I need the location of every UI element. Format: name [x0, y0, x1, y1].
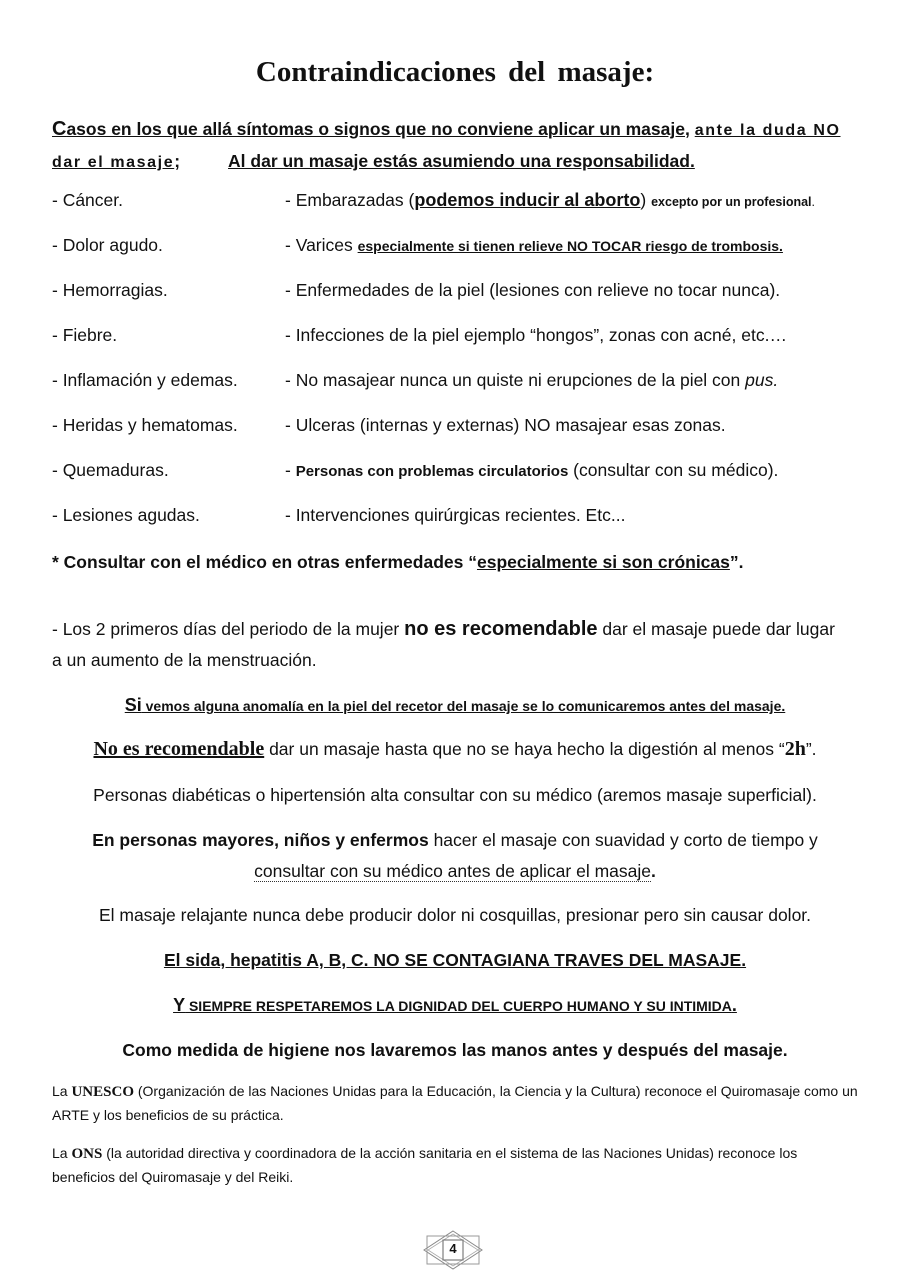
hygiene-note: Como medida de higiene nos lavaremos las manos antes y después del masaje.: [122, 1040, 788, 1060]
page-number: 4: [449, 1241, 457, 1256]
intro-lead: Casos en los que allá síntomas o signos que no conviene aplicar un masaje,: [52, 118, 690, 140]
list-item: - Quemaduras. - Personas con problemas circulatorios (consultar con su médico).: [52, 460, 779, 480]
page-title: Contraindicaciones del masaje:: [255, 56, 655, 88]
diabetic-note: Personas diabéticas o hipertensión alta consultar con su médico (aremos masaje superficial).: [93, 785, 817, 805]
anomaly-note: Si vemos alguna anomalía en la piel del recetor del masaje se lo comunicaremos antes del masaje.: [124, 695, 786, 715]
page-number-badge: [423, 1230, 483, 1270]
ons-paragraph: La ONS (la autoridad directiva y coordinadora de la acción sanitaria en el sistema de las Naciones Unidas) reconoce los beneficios del Quiromasaje y del Reiki.: [52, 1145, 798, 1185]
digestion-note: No es recomendable dar un masaje hasta que no se haya hecho la digestión al menos “2h”.: [93, 738, 817, 760]
period-paragraph: - Los 2 primeros días del periodo de la mujer no es recomendable dar el masaje puede dar lugar a un aumento de la menstruación.: [52, 618, 835, 670]
intro-semicolon: ;: [174, 151, 181, 171]
list-item: - Lesiones agudas. - Intervenciones quirúrgicas recientes. Etc...: [52, 505, 626, 525]
intro-warning: ante la duda NO dar el masaje: [52, 122, 841, 171]
relax-note: El masaje relajante nunca debe producir dolor ni cosquillas, presionar pero sin causar dolor.: [98, 905, 812, 925]
aids-note: El sida, hepatitis A, B, C. NO SE CONTAGIANA TRAVES DEL MASAJE.: [163, 950, 747, 970]
list-item: - Dolor agudo. - Varices especialmente si tienen relieve NO TOCAR riesgo de trombosis.: [52, 235, 783, 255]
list-item: - Hemorragias. - Enfermedades de la piel (lesiones con relieve no tocar nunca).: [52, 280, 781, 300]
unesco-paragraph: La UNESCO (Organización de las Naciones Unidas para la Educación, la Ciencia y la Cultura) reconoce el Quiromasaje como un ARTE y los beneficios de su práctica.: [52, 1083, 858, 1123]
intro-responsibility: Al dar un masaje estás asumiendo una responsabilidad.: [228, 151, 695, 171]
list-item: - Inflamación y edemas. - No masajear nunca un quiste ni erupciones de la piel con pus.: [52, 370, 779, 390]
consult-note: * Consultar con el médico en otras enfermedades “especialmente si son crónicas”.: [52, 552, 744, 572]
dignity-note: Y SIEMPRE RESPETAREMOS LA DIGNIDAD DEL CUERPO HUMANO Y SU INTIMIDA.: [173, 995, 737, 1015]
contraindications-list: [52, 190, 858, 550]
elderly-note: En personas mayores, niños y enfermos hacer el masaje con suavidad y corto de tiempo y consultar con su médico antes de aplicar el masaje.: [92, 830, 818, 881]
list-item: - Cáncer. - Embarazadas (podemos inducir al aborto) excepto por un profesional.: [52, 190, 816, 210]
list-item: - Fiebre. - Infecciones de la piel ejemplo “hongos”, zonas con acné, etc.…: [52, 325, 787, 345]
list-item: - Heridas y hematomas. - Ulceras (internas y externas) NO masajear esas zonas.: [52, 415, 726, 435]
intro-paragraph: [52, 114, 858, 178]
